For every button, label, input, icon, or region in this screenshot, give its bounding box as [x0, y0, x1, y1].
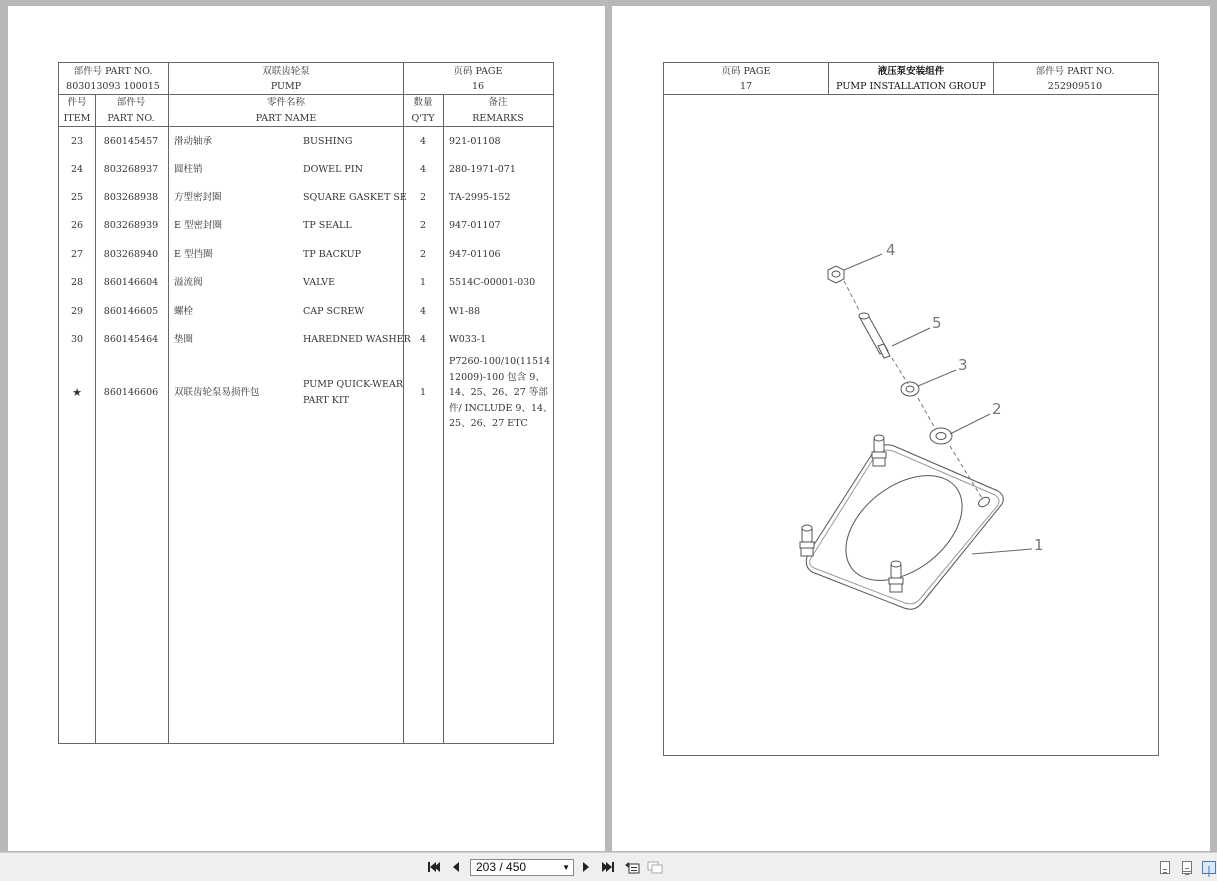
previous-page-icon [451, 861, 461, 873]
row-qty: 4 [419, 164, 427, 175]
group-title-en: PUMP INSTALLATION GROUP [836, 81, 986, 92]
row-name-cn: 方型密封圈 [174, 192, 222, 203]
stud-top [872, 435, 886, 466]
col-remarks-cn: 备注 [488, 97, 508, 108]
page-number: 16 [471, 81, 485, 92]
go-back-view-icon [624, 860, 640, 874]
row-remarks: 921-01108 [449, 136, 501, 147]
go-forward-view-button[interactable] [647, 859, 663, 875]
part-no-label: 部件号 PART NO. [73, 66, 153, 77]
facing-pages-view-button[interactable] [1202, 861, 1216, 874]
col-name-en: PART NAME [255, 113, 317, 124]
callout-4: 4 [886, 241, 896, 259]
row-qty: 4 [419, 334, 427, 345]
col-item-cn: 件号 [67, 97, 87, 108]
continuous-view-button[interactable] [1182, 861, 1192, 874]
row-part-no: 860146604 [103, 277, 159, 288]
callout-3: 3 [958, 356, 968, 374]
mounting-plate [806, 445, 1003, 609]
row-name-cn: 溢流阀 [174, 277, 203, 288]
stud-bottom [889, 561, 903, 592]
part-no-value: 803013093 100015 [66, 81, 160, 92]
group-title-cn: 液压泵安装组件 [877, 66, 945, 77]
row-remarks: 947-01107 [449, 220, 501, 231]
col-item-en: ITEM [63, 113, 91, 124]
col-divider [168, 62, 169, 744]
right-page [612, 6, 1210, 851]
facing-pages-icon [1203, 866, 1215, 877]
row-name-cn: 螺栓 [174, 306, 194, 317]
part-name-cn: 双联齿轮泵 [262, 66, 310, 77]
row-name-en: DOWEL PIN [303, 164, 363, 175]
chevron-down-icon[interactable]: ▼ [562, 863, 570, 872]
single-page-view-button[interactable] [1160, 861, 1170, 874]
header-divider [58, 94, 554, 95]
row-part-no: 860146606 [103, 387, 159, 398]
page-number-input[interactable] [470, 859, 574, 876]
row-name-cn: E 型挡圈 [174, 249, 213, 260]
row-item: 25 [70, 192, 84, 203]
first-page-icon [427, 861, 441, 873]
row-name-en: TP SEALL [303, 220, 352, 231]
row-name-cn: 滑动轴承 [174, 136, 213, 147]
callout-5: 5 [932, 314, 942, 332]
row-name-en: HAREDNED WASHER [303, 334, 411, 345]
row-name-en: TP BACKUP [303, 249, 362, 260]
last-page-icon [601, 861, 615, 873]
row-remarks: 5514C-00001-030 [449, 277, 536, 288]
row-qty: 1 [419, 387, 427, 398]
row-remarks: W033-1 [449, 334, 487, 345]
row-qty: 4 [419, 136, 427, 147]
callout-2: 2 [992, 400, 1002, 418]
exploded-view-drawing [612, 6, 1210, 851]
row-name-cn: 双联齿轮泵易损件包 [174, 387, 260, 398]
page-indicator-text: 203 / 450 [476, 860, 527, 874]
row-name-cn: 垫圈 [174, 334, 194, 345]
row-item: 29 [70, 306, 84, 317]
col-qty-cn: 数量 [413, 97, 433, 108]
row-part-no: 860146605 [103, 306, 159, 317]
row-part-no: 860145457 [103, 136, 159, 147]
go-back-view-button[interactable] [624, 859, 640, 875]
row-name-en: SQUARE GASKET SE [303, 192, 407, 203]
row-remarks: TA-2995-152 [449, 192, 511, 203]
row-item: 27 [70, 249, 84, 260]
page-number: 17 [739, 81, 753, 92]
navigation-toolbar [0, 852, 1217, 881]
first-page-button[interactable] [427, 859, 441, 875]
row-remarks: W1-88 [449, 306, 481, 317]
col-name-cn: 零件名称 [266, 97, 306, 108]
col-partno-en: PART NO. [107, 113, 155, 124]
part-no-value: 252909510 [1047, 81, 1103, 92]
column-header-divider [58, 126, 554, 127]
row-name-en: VALVE [303, 277, 336, 288]
part-no-label: 部件号 PART NO. [1035, 66, 1115, 77]
row-name-cn: E 型密封圈 [174, 220, 222, 231]
go-forward-view-icon [647, 860, 663, 874]
row-part-no: 803268937 [103, 164, 159, 175]
left-page [8, 6, 605, 851]
row-qty: 1 [419, 277, 427, 288]
row-part-no: 860145464 [103, 334, 159, 345]
row-name-en: CAP SCREW [303, 306, 365, 317]
page-label: 页码 PAGE [721, 66, 771, 77]
row-remarks: 280-1971-071 [449, 164, 516, 175]
row-qty: 2 [419, 192, 427, 203]
washer-part-3 [901, 382, 919, 396]
callout-1: 1 [1034, 536, 1044, 554]
row-part-no: 803268938 [103, 192, 159, 203]
last-page-button[interactable] [601, 859, 615, 875]
row-item: 26 [70, 220, 84, 231]
nut-part-4 [828, 266, 844, 283]
next-page-button[interactable] [580, 859, 592, 875]
row-name-en: BUSHING [303, 136, 353, 147]
stud-left [800, 525, 814, 556]
col-qty-en: Q'TY [411, 113, 435, 124]
col-divider [403, 62, 404, 744]
row-qty: 2 [419, 220, 427, 231]
next-page-icon [581, 861, 591, 873]
row-item: 23 [70, 136, 84, 147]
row-name-en-2: PART KIT [303, 395, 349, 406]
kit-star-icon: ★ [72, 386, 82, 399]
single-page-icon [1161, 866, 1169, 877]
part-name-en: PUMP [270, 81, 302, 92]
continuous-page-icon [1183, 866, 1191, 877]
washer-part-2 [930, 428, 952, 444]
row-qty: 2 [419, 249, 427, 260]
row-name-en: PUMP QUICK-WEAR [303, 379, 403, 390]
col-divider [95, 94, 96, 744]
row-part-no: 803268940 [103, 249, 159, 260]
row-qty: 4 [419, 306, 427, 317]
row-remarks: P7260-100/10(11514 12009)-100 包含 9、14、25、26、27 等部件/ INCLUDE 9、14、25、26、27 ETC [449, 356, 553, 429]
col-divider [443, 94, 444, 744]
page-label: 页码 PAGE [453, 66, 503, 77]
col-partno-cn: 部件号 [116, 97, 146, 108]
col-remarks-en: REMARKS [472, 113, 524, 124]
bolt-part-5 [859, 313, 890, 358]
previous-page-button[interactable] [450, 859, 462, 875]
row-item: 30 [70, 334, 84, 345]
row-item: 24 [70, 164, 84, 175]
row-item: 28 [70, 277, 84, 288]
row-part-no: 803268939 [103, 220, 159, 231]
row-name-cn: 圆柱销 [174, 164, 203, 175]
row-remarks: 947-01106 [449, 249, 501, 260]
